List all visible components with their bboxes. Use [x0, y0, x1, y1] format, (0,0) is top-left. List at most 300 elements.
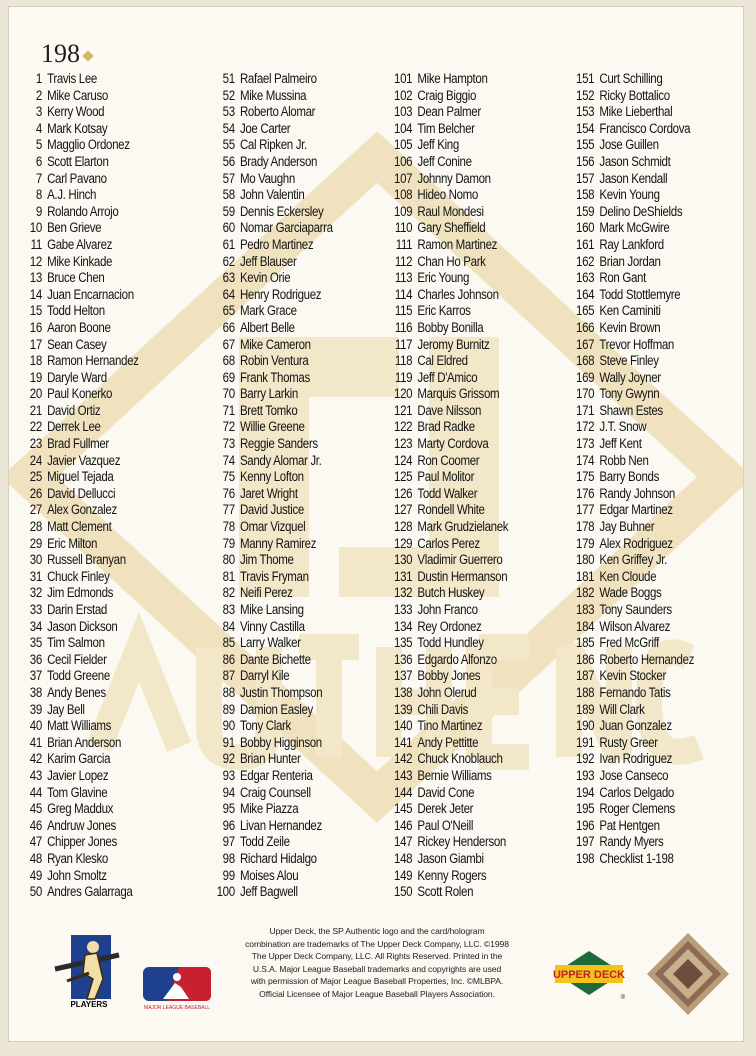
checklist-entry [383, 204, 538, 221]
player-name: Trevor Hoffman [599, 336, 674, 352]
player-name: Edgar Martinez [599, 502, 673, 518]
entry-number: 162 [576, 253, 595, 269]
entry-number: 96 [222, 817, 235, 833]
player-name: Gabe Alvarez [47, 236, 113, 252]
entry-number: 74 [222, 452, 235, 468]
entry-number: 27 [29, 502, 42, 518]
entry-number: 149 [394, 867, 413, 883]
player-name: Carl Pavano [47, 170, 107, 186]
player-name: John Franco [417, 602, 478, 617]
player-name: Reggie Sanders [239, 436, 318, 452]
player-name: Frank Thomas [239, 369, 310, 385]
checklist-entry [23, 486, 178, 503]
entry-number: 72 [222, 419, 235, 435]
entry-number: 18 [29, 353, 42, 369]
checklist-entry [565, 486, 720, 503]
entry-number: 85 [222, 635, 235, 651]
player-name: Aaron Boone [47, 319, 111, 335]
checklist-entry [565, 187, 720, 204]
player-name: Kenny Rogers [417, 867, 487, 883]
player-name: Rolando Arrojo [47, 203, 119, 219]
checklist-entry [209, 751, 364, 768]
player-name: Jeromy Burnitz [417, 336, 490, 352]
checklist-entry [23, 801, 178, 818]
player-name: Curt Schilling [599, 71, 663, 86]
player-name: Chan Ho Park [417, 253, 486, 269]
entry-number: 129 [394, 535, 413, 551]
entry-number: 44 [29, 784, 42, 800]
checklist-entry [23, 868, 178, 885]
player-name: Henry Rodriguez [239, 286, 322, 302]
player-name: Jay Bell [47, 701, 85, 717]
entry-number: 64 [222, 286, 235, 302]
player-name: Greg Maddux [47, 801, 114, 817]
player-name: Kerry Wood [47, 104, 105, 120]
checklist-entry [209, 884, 364, 901]
player-name: Sandy Alomar Jr. [239, 452, 322, 468]
player-name: Brad Radke [417, 419, 475, 435]
entry-number: 12 [29, 253, 42, 269]
svg-text:®: ® [620, 995, 625, 1001]
checklist-entry [209, 237, 364, 254]
checklist-entry [23, 254, 178, 271]
entry-number: 154 [576, 120, 595, 136]
player-name: Alex Rodriguez [599, 535, 673, 551]
entry-number: 161 [576, 236, 595, 252]
entry-number: 104 [394, 120, 413, 136]
player-name: John Smoltz [47, 867, 107, 883]
player-name: Johnny Damon [417, 170, 491, 186]
checklist-entry [23, 320, 178, 337]
player-name: Matt Clement [47, 519, 112, 535]
checklist-entry [565, 436, 720, 453]
player-name: Javier Lopez [47, 767, 109, 783]
entry-number: 33 [29, 602, 42, 617]
entry-number: 103 [394, 104, 413, 120]
entry-number: 87 [222, 668, 235, 684]
checklist-entry [383, 453, 538, 470]
entry-number: 165 [576, 303, 595, 319]
legal-line: Upper Deck, the SP Authentic logo and the card/hologram [269, 926, 485, 936]
player-name: Eric Young [417, 270, 470, 286]
entry-number: 117 [394, 336, 413, 352]
entry-number: 143 [394, 767, 413, 783]
checklist-entry [23, 337, 178, 354]
player-name: Todd Hundley [417, 635, 484, 651]
checklist-entry [383, 337, 538, 354]
checklist-entry [209, 602, 364, 619]
checklist-entry [383, 486, 538, 503]
player-name: Jason Giambi [417, 850, 484, 866]
entry-number: 181 [576, 568, 595, 584]
checklist-entry [565, 502, 720, 519]
entry-number: 142 [394, 751, 413, 767]
mlbpa-players-logo [49, 929, 129, 1009]
player-name: Eric Milton [47, 535, 98, 551]
checklist-entry [383, 751, 538, 768]
player-name: Cecil Fielder [47, 651, 107, 667]
checklist-entry [209, 851, 364, 868]
entry-number: 60 [222, 220, 235, 236]
player-name: Tim Belcher [417, 120, 475, 136]
checklist-entry [209, 453, 364, 470]
player-name: Andres Galarraga [47, 884, 133, 900]
checklist-entry [565, 154, 720, 171]
player-name: Rondell White [417, 502, 485, 518]
checklist-entry [383, 668, 538, 685]
entry-number: 147 [394, 834, 413, 850]
entry-number: 105 [394, 137, 413, 153]
player-name: Randy Myers [599, 834, 664, 850]
entry-number: 157 [576, 170, 595, 186]
player-name: Travis Fryman [239, 568, 309, 584]
player-name: Fernando Tatis [599, 684, 671, 700]
entry-number: 48 [29, 850, 42, 866]
checklist-entry [23, 270, 178, 287]
player-name: Ryan Klesko [47, 850, 108, 866]
entry-number: 115 [394, 303, 413, 319]
checklist-entry [383, 104, 538, 121]
checklist-entry [565, 104, 720, 121]
entry-number: 141 [394, 734, 413, 750]
player-name: Mike Piazza [239, 801, 299, 817]
player-name: Mike Caruso [47, 87, 108, 103]
entry-number: 67 [222, 336, 235, 352]
entry-number: 178 [576, 519, 595, 535]
entry-number: 156 [576, 153, 595, 169]
checklist-entry [565, 751, 720, 768]
entry-number: 198 [576, 850, 595, 866]
player-name: Will Clark [599, 701, 645, 717]
player-name: Chipper Jones [47, 834, 117, 850]
player-name: Wilson Alvarez [599, 618, 671, 634]
checklist-entry [565, 453, 720, 470]
entry-number: 140 [394, 718, 413, 734]
checklist-entry [209, 668, 364, 685]
entry-number: 173 [576, 436, 595, 452]
entry-number: 91 [222, 734, 235, 750]
player-name: Pedro Martinez [239, 236, 314, 252]
player-name: Rey Ordonez [417, 618, 482, 634]
entry-number: 32 [29, 585, 42, 601]
player-name: Richard Hidalgo [239, 850, 317, 866]
checklist-entry [565, 536, 720, 553]
entry-number: 145 [394, 801, 413, 817]
entry-number: 172 [576, 419, 595, 435]
player-name: Checklist 1-198 [599, 850, 674, 866]
player-name: Paul O'Neill [417, 817, 474, 833]
entry-number: 92 [222, 751, 235, 767]
entry-number: 193 [576, 767, 595, 783]
checklist-entry [23, 585, 178, 602]
checklist-entry [383, 801, 538, 818]
player-name: Jose Guillen [599, 137, 659, 153]
entry-number: 47 [29, 834, 42, 850]
entry-number: 63 [222, 270, 235, 286]
checklist-entry [23, 884, 178, 901]
player-name: Juan Encarnacion [47, 286, 134, 302]
entry-number: 20 [29, 386, 42, 402]
checklist-entry [209, 370, 364, 387]
entry-number: 49 [29, 867, 42, 883]
checklist-entry [383, 137, 538, 154]
checklist-entry [565, 287, 720, 304]
entry-number: 76 [222, 485, 235, 501]
checklist-entry [383, 270, 538, 287]
player-name: Barry Larkin [239, 386, 298, 402]
player-name: Robin Ventura [239, 353, 309, 369]
entry-number: 89 [222, 701, 235, 717]
player-name: David Ortiz [47, 402, 101, 418]
entry-number: 191 [576, 734, 595, 750]
entry-number: 174 [576, 452, 595, 468]
entry-number: 62 [222, 253, 235, 269]
entry-number: 109 [394, 203, 413, 219]
checklist-entry [383, 718, 538, 735]
checklist-entry [23, 237, 178, 254]
checklist-entry [383, 652, 538, 669]
entry-number: 17 [29, 336, 42, 352]
entry-number: 98 [222, 850, 235, 866]
checklist-entry [383, 303, 538, 320]
checklist-entry [209, 768, 364, 785]
entry-number: 84 [222, 618, 235, 634]
entry-number: 137 [394, 668, 413, 684]
player-name: Craig Biggio [417, 87, 477, 103]
player-name: Ramon Martinez [417, 236, 498, 252]
entry-number: 25 [29, 469, 42, 485]
player-name: Todd Zeile [239, 834, 290, 850]
entry-number: 58 [222, 187, 235, 203]
player-name: Daryle Ward [47, 369, 107, 385]
player-name: Delino DeShields [599, 203, 683, 219]
checklist-entry [23, 502, 178, 519]
entry-number: 133 [394, 602, 413, 617]
player-name: Dante Bichette [239, 651, 311, 667]
player-name: Travis Lee [47, 71, 97, 86]
player-name: Roberto Alomar [239, 104, 316, 120]
entry-number: 90 [222, 718, 235, 734]
checklist-entry [565, 569, 720, 586]
player-name: Bobby Bonilla [417, 319, 484, 335]
player-name: Brady Anderson [239, 153, 318, 169]
entry-number: 188 [576, 684, 595, 700]
player-name: Steve Finley [599, 353, 659, 369]
checklist-entry [23, 552, 178, 569]
checklist-entry [23, 453, 178, 470]
entry-number: 16 [29, 319, 42, 335]
entry-number: 45 [29, 801, 42, 817]
checklist-entry [383, 536, 538, 553]
player-name: Ken Cloude [599, 568, 657, 584]
entry-number: 39 [29, 701, 42, 717]
player-name: Brad Fullmer [47, 436, 109, 452]
checklist-entry [565, 834, 720, 851]
checklist-entry [23, 137, 178, 154]
checklist-entry [383, 237, 538, 254]
player-name: Tino Martinez [417, 718, 483, 734]
player-name: Charles Johnson [417, 286, 499, 302]
entry-number: 19 [29, 369, 42, 385]
player-name: Mark Grudzielanek [417, 519, 509, 535]
player-name: Andruw Jones [47, 817, 116, 833]
player-name: Vinny Castilla [239, 618, 305, 634]
entry-number: 136 [394, 651, 413, 667]
checklist-entry [23, 71, 178, 88]
entry-number: 81 [222, 568, 235, 584]
player-name: Nomar Garciaparra [239, 220, 333, 236]
entry-number: 118 [394, 353, 413, 369]
entry-number: 189 [576, 701, 595, 717]
player-name: Carlos Perez [417, 535, 480, 551]
entry-number: 187 [576, 668, 595, 684]
legal-line: The Upper Deck Company, LLC. All Rights Reserved. Printed in the [251, 951, 503, 962]
checklist-entry [383, 469, 538, 486]
checklist-entry [383, 868, 538, 885]
player-name: Todd Greene [47, 668, 110, 684]
entry-number: 126 [394, 485, 413, 501]
entry-number: 168 [576, 353, 595, 369]
entry-number: 108 [394, 187, 413, 203]
checklist-entry [209, 735, 364, 752]
player-name: Pat Hentgen [599, 817, 660, 833]
player-name: Edgar Renteria [239, 767, 313, 783]
checklist-entry [209, 486, 364, 503]
checklist-entry [565, 386, 720, 403]
entry-number: 71 [222, 402, 235, 418]
checklist-entry [209, 552, 364, 569]
entry-number: 166 [576, 319, 595, 335]
entry-number: 179 [576, 535, 595, 551]
checklist-entry [23, 619, 178, 636]
checklist-entry [209, 386, 364, 403]
entry-number: 22 [29, 419, 42, 435]
player-name: Dennis Eckersley [239, 203, 324, 219]
checklist-entry [23, 834, 178, 851]
checklist-entry [23, 751, 178, 768]
checklist-entry [565, 137, 720, 154]
player-name: Javier Vazquez [47, 452, 121, 468]
entry-number: 3 [35, 104, 42, 120]
player-name: Jeff Kent [599, 436, 642, 452]
checklist-entry [209, 685, 364, 702]
entry-number: 139 [394, 701, 413, 717]
checklist-entry [209, 536, 364, 553]
player-name: Jeff Blauser [239, 253, 297, 269]
checklist-entry [383, 702, 538, 719]
entry-number: 113 [394, 270, 413, 286]
entry-number: 43 [29, 767, 42, 783]
checklist-entry [383, 154, 538, 171]
player-name: Jeff Bagwell [239, 884, 298, 900]
entry-number: 6 [35, 153, 42, 169]
player-name: Brian Anderson [47, 734, 122, 750]
checklist-entry [565, 585, 720, 602]
entry-number: 112 [394, 253, 413, 269]
upper-deck-logo [549, 947, 627, 1001]
checklist-entry [383, 884, 538, 901]
entry-number: 175 [576, 469, 595, 485]
player-name: Alex Gonzalez [47, 502, 117, 518]
entry-number: 180 [576, 552, 595, 568]
player-name: Juan Gonzalez [599, 718, 672, 734]
entry-number: 4 [35, 120, 42, 136]
player-name: Darryl Kile [239, 668, 290, 684]
checklist-entry [565, 552, 720, 569]
entry-number: 1 [35, 71, 42, 86]
entry-number: 169 [576, 369, 595, 385]
player-name: Brian Jordan [599, 253, 661, 269]
checklist-entry [383, 519, 538, 536]
checklist-entry [23, 187, 178, 204]
player-name: Dave Nilsson [417, 402, 482, 418]
entry-number: 131 [394, 568, 413, 584]
player-name: Kenny Lofton [239, 469, 304, 485]
player-name: Roberto Hernandez [599, 651, 695, 667]
player-name: Jim Edmonds [47, 585, 114, 601]
player-name: Manny Ramirez [239, 535, 317, 551]
player-name: Kevin Stocker [599, 668, 666, 684]
checklist-entry [383, 619, 538, 636]
checklist-columns [23, 71, 743, 911]
checklist-entry [209, 834, 364, 851]
checklist-entry [209, 71, 364, 88]
checklist-entry [565, 718, 720, 735]
checklist-entry [565, 71, 720, 88]
checklist-entry [383, 768, 538, 785]
checklist-entry [565, 204, 720, 221]
checklist-entry [23, 735, 178, 752]
hologram-icon [645, 931, 731, 1017]
checklist-entry [565, 801, 720, 818]
player-name: Jim Thome [239, 552, 294, 568]
player-name: Tony Gwynn [599, 386, 660, 402]
checklist-entry [209, 569, 364, 586]
player-name: Kevin Young [599, 187, 660, 203]
checklist-entry [565, 121, 720, 138]
checklist-entry [565, 619, 720, 636]
entry-number: 138 [394, 684, 413, 700]
checklist-entry [209, 519, 364, 536]
player-name: Andy Pettitte [417, 734, 479, 750]
checklist-entry [209, 652, 364, 669]
mlb-logo [141, 965, 213, 1011]
player-name: Scott Rolen [417, 884, 474, 900]
checklist-entry [209, 137, 364, 154]
checklist-entry [23, 104, 178, 121]
entry-number: 69 [222, 369, 235, 385]
player-name: Albert Belle [239, 319, 295, 335]
checklist-entry [209, 187, 364, 204]
player-name: Derrek Lee [47, 419, 101, 435]
checklist-entry [209, 303, 364, 320]
entry-number: 99 [222, 867, 235, 883]
entry-number: 134 [394, 618, 413, 634]
checklist-entry [383, 552, 538, 569]
entry-number: 155 [576, 137, 595, 153]
player-name: Karim Garcia [47, 751, 111, 767]
entry-number: 14 [29, 286, 42, 302]
checklist-entry [565, 469, 720, 486]
checklist-entry [383, 220, 538, 237]
player-name: Vladimir Guerrero [417, 552, 503, 568]
player-name: Chuck Finley [47, 568, 110, 584]
player-name: Ron Gant [599, 270, 646, 286]
checklist-entry [383, 436, 538, 453]
entry-number: 183 [576, 602, 595, 617]
checklist-column-2 [209, 71, 389, 901]
checklist-entry [565, 635, 720, 652]
